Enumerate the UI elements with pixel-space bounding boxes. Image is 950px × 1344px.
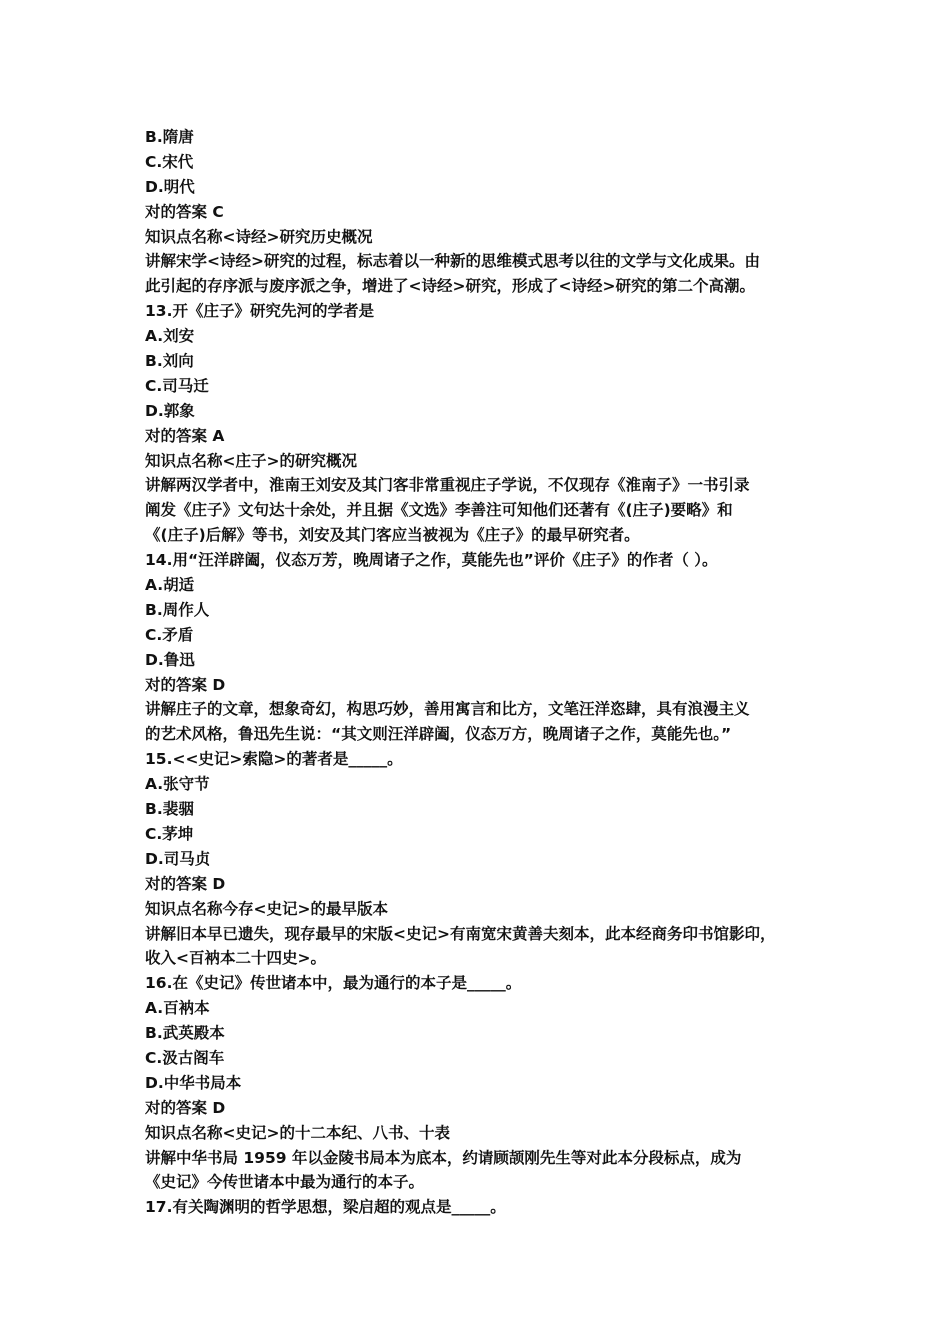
question-16: 16.在《史记》传世诸本中，最为通行的本子是_____。 xyxy=(145,974,522,993)
explanation-line: 《(庄子)后解》等书，刘安及其门客应当被视为《庄子》的最早研究者。 xyxy=(145,526,640,545)
option-c: C.茅坤 xyxy=(145,824,194,843)
explanation-line: 阐发《庄子》文句达十余处，并且据《文选》李善注可知他们还著有《(庄子)要略》和 xyxy=(145,501,733,520)
option-b: B.周作人 xyxy=(145,600,210,619)
explanation-line: 此引起的存序派与废序派之争，增进了<诗经>研究，形成了<诗经>研究的第二个高潮。 xyxy=(145,277,755,296)
explanation-line: 讲解中华书局 1959 年以金陵书局本为底本，约请顾颉刚先生等对此本分段标点，成为 xyxy=(145,1148,742,1167)
knowledge-point: 知识点名称<诗经>研究历史概况 xyxy=(145,227,373,246)
option-d: D.郭象 xyxy=(145,401,195,420)
answer: 对的答案 A xyxy=(145,426,225,445)
option-b: B.刘向 xyxy=(145,352,194,371)
knowledge-point: 知识点名称<史记>的十二本纪、八书、十表 xyxy=(145,1123,450,1142)
option-b: B.隋唐 xyxy=(145,128,194,146)
question-13: 13.开《庄子》研究先河的学者是 xyxy=(145,302,374,321)
option-a: A.张守节 xyxy=(145,775,210,794)
option-d: D.中华书局本 xyxy=(145,1073,242,1092)
knowledge-point: 知识点名称<庄子>的研究概况 xyxy=(145,451,357,470)
option-c: C.宋代 xyxy=(145,152,194,171)
option-a: A.胡适 xyxy=(145,576,195,595)
explanation-line: 讲解旧本早已遗失，现存最早的宋版<史记>有南宽宋黄善夫刻本，此本经商务印书馆影印， xyxy=(145,924,776,943)
option-c: C.司马迁 xyxy=(145,376,209,395)
option-c: C.汲古阁车 xyxy=(145,1048,225,1067)
option-a: A.刘安 xyxy=(145,327,195,346)
explanation-line: 讲解两汉学者中，淮南王刘安及其门客非常重视庄子学说，不仅现存《淮南子》一书引录 xyxy=(145,476,750,495)
answer: 对的答案 D xyxy=(145,1098,226,1117)
explanation-line: 讲解庄子的文章，想象奇幻，构思巧妙，善用寓言和比方，文笔汪洋恣肆，具有浪漫主义 xyxy=(145,700,750,719)
explanation-line: 讲解宋学<诗经>研究的过程，标志着以一种新的思维模式思考以往的文学与文化成果。由 xyxy=(145,252,760,271)
question-17: 17.有关陶渊明的哲学思想，梁启超的观点是_____。 xyxy=(145,1198,506,1217)
option-d: D.鲁迅 xyxy=(145,650,195,669)
option-a: A.百衲本 xyxy=(145,999,210,1018)
option-b: B.裴骃 xyxy=(145,800,194,819)
explanation-line: 《史记》今传世诸本中最为通行的本子。 xyxy=(145,1173,425,1192)
option-d: D.明代 xyxy=(145,177,195,196)
option-b: B.武英殿本 xyxy=(145,1024,225,1043)
answer: 对的答案 C xyxy=(145,202,224,221)
question-14: 14.用“汪洋辟阖，仪态万芳，晚周诸子之作，莫能先也”评价《庄子》的作者（ ）。 xyxy=(145,551,718,570)
document-page xyxy=(145,125,815,1220)
knowledge-point: 知识点名称今存<史记>的最早版本 xyxy=(145,899,388,918)
question-15: 15.<<史记>索隐>的著者是_____。 xyxy=(145,750,403,769)
answer: 对的答案 D xyxy=(145,874,226,893)
option-d: D.司马贞 xyxy=(145,849,211,868)
option-c: C.矛盾 xyxy=(145,625,194,644)
answer: 对的答案 D xyxy=(145,675,226,694)
explanation-line: 的艺术风格，鲁迅先生说：“其文则汪洋辟阖，仪态万方，晚周诸子之作，莫能先也。” xyxy=(145,725,732,744)
explanation-line: 收入<百衲本二十四史>。 xyxy=(145,949,326,968)
